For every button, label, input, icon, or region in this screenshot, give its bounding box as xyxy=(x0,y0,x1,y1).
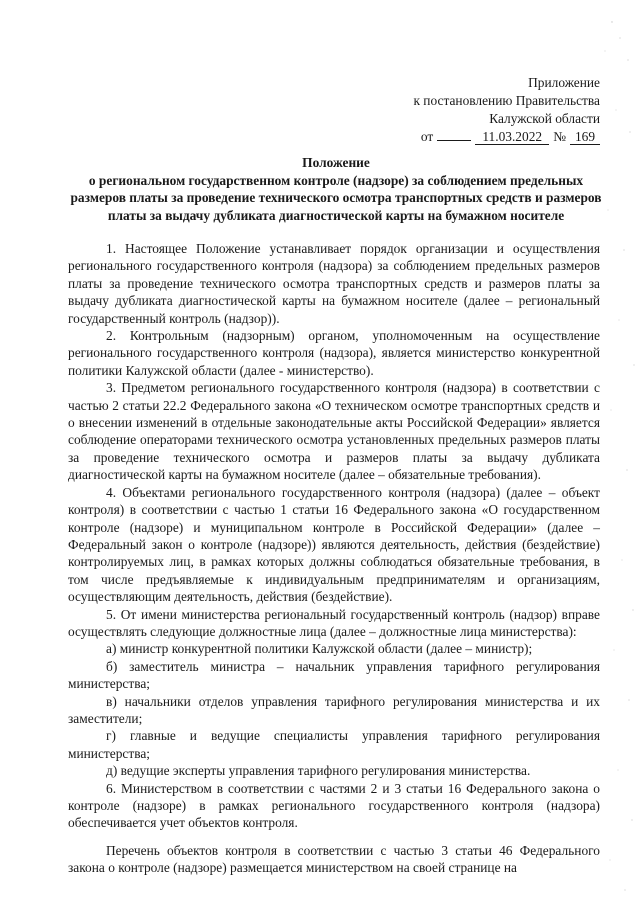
paragraph-4: 4. Объектами регионального государственного контроля (надзора) (далее – объект контроля) в соответствии с частью 1 статьи 16 Федерального закона «О государственном контроле (надзоре) и муниципальном контроле в Российской Федерации» (далее – Федеральный закон о контроле (надзоре)) являются деятельность, действия (бездействие) контролируемых лиц, в рамках которых должны соблюдаться обязательные требования, в том числе предъявляемые к индивидуальным предпринимателям и организациям, осуществляющим деятельность, действия (бездействие). xyxy=(68,484,600,605)
approval-line-1: Приложение xyxy=(528,75,600,90)
paragraph-3: 3. Предметом регионального государственного контроля (надзора) в соответствии с частью 2 статьи 22.2 Федерального закона «О техническом осмотре транспортных средств и о внесении изменений в отдельные законодательные акты Российской Федерации» является соблюдение операторами технического осмотра установленных предельных размеров платы за проведение технического осмотра и размеров платы за выдачу дубликата диагностической карты на бумажном носителе (далее – обязательные требования). xyxy=(68,380,600,483)
approval-number: 169 xyxy=(570,129,600,145)
paragraph-1: 1. Настоящее Положение устанавливает порядок организации и осуществления регионального государственного контроля (надзора) за соблюдением предельных размеров платы за проведение технического осмотра транспортных средств и размеров платы за выдачу дубликата диагностической карты на бумажном носителе (далее – региональный государственный контроль (надзор)). xyxy=(68,241,600,326)
number-label: № xyxy=(553,129,566,144)
list-item-d: д) ведущие эксперты управления тарифного регулирования министерства. xyxy=(106,763,531,779)
list-item-g: г) главные и ведущие специалисты управления тарифного регулирования министерства; xyxy=(68,728,600,761)
list-item-b: б) заместитель министра – начальник управления тарифного регулирования министерства; xyxy=(68,658,600,692)
approval-block xyxy=(413,74,600,146)
title-subtitle: о региональном государственном контроле (надзоре) за соблюдением предельных размеров платы за проведение технического осмотра транспортных средств и размеров платы за выдачу дубликата диагностической карты на бумажном носителе xyxy=(70,172,602,223)
approval-date-line xyxy=(421,128,600,146)
document-body xyxy=(68,240,600,877)
paragraph-5: 5. От имени министерства региональный государственный контроль (надзор) вправе осуществлять следующие должностные лица (далее – должностные лица министерства): xyxy=(68,606,600,639)
paragraph-2: 2. Контрольным (надзорным) органом, уполномоченным на осуществление регионального государственного контроля (надзора), является министерство конкурентной политики Калужской области (далее - министерство). xyxy=(68,328,600,378)
approval-line-3: Калужской области xyxy=(489,111,600,126)
approval-line-2: к постановлению Правительства xyxy=(413,93,600,108)
approval-date: 11.03.2022 xyxy=(475,129,549,145)
paragraph-6: 6. Министерством в соответствии с частями 2 и 3 статьи 16 Федерального закона о контроле (надзоре) в рамках регионального государственного контроля (надзора) обеспечивается учет объектов контроля. xyxy=(68,780,600,831)
list-item-v: в) начальники отделов управления тарифного регулирования министерства и их заместители; xyxy=(68,693,600,726)
blank-underline xyxy=(437,140,471,141)
from-label: от xyxy=(420,129,434,144)
title-heading: Положение xyxy=(302,155,370,170)
list-item-a: а) министр конкурентной политики Калужской области (далее – министр); xyxy=(106,641,533,657)
document-title xyxy=(66,154,606,224)
paragraph-7: Перечень объектов контроля в соответствии с частью 3 статьи 46 Федерального закона о контроле (надзоре) размещается министерством на своей странице на xyxy=(68,842,600,876)
